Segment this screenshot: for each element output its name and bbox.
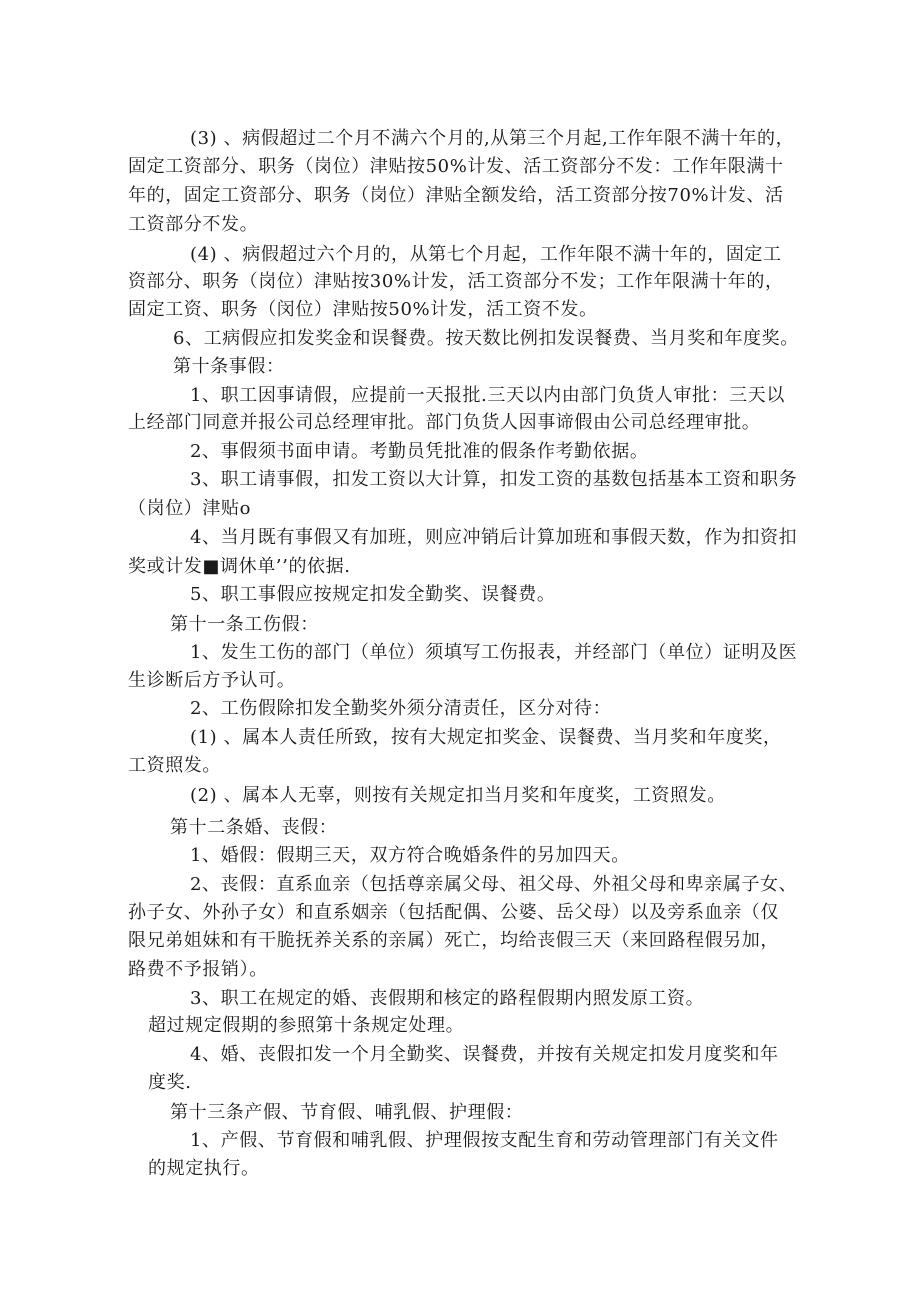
text-line: 1、产假、节育假和哺乳假、护理假按支配生育和劳动管理部门有关文件 [190,1130,779,1151]
text-line: (3) 、病假超过二个月不满六个月的,从第三个月起,工作年限不满十年的， [190,128,795,149]
text-line: 1、婚假：假期三天，双方符合晚婚条件的另加四天。 [190,845,630,866]
text-line: 固定工资、职务（闵位）津贴按50%计发，活工资不发。 [128,299,598,320]
text-line: 4、当月既有事假又有加班，则应冲销后计算加班和事假天数，作为扣资扣 [190,527,798,548]
text-line: 超过规定假期的参照第十条规定处理。 [148,1015,465,1036]
text-line: 3、职工在规定的婚、丧假期和核定的路程假期内照发原工资。 [190,988,705,1009]
text-line: 1、发生工伤的部门（单位）须填写工伤报表，并经部门（单位）证明及医 [190,642,798,663]
text-line: 6、工病假应扣发奖金和误餐费。按天数比例扣发误餐费、当月奖和年度奖。 [173,328,799,349]
text-line: 限兄弟姐妹和有干脆抚养关系的亲属）死亡，均给丧假三天（来回路程假另加， [128,930,779,951]
section-heading: 第十二条婚、丧假： [170,817,338,838]
text-line: 固定工资部分、职务（岗位）津贴按50%计发、活工资部分不发：工作年限满十 [128,156,784,177]
text-line: 奖或计发■调休单’’的依据. [128,556,351,577]
text-line: (4) 、病假超过六个月的，从第七个月起，工作年限不满十年的，固定工 [190,244,782,265]
text-line: (2) 、属本人无辜，则按有关规定扣当月奖和年度奖，工资照发。 [190,785,726,806]
text-line: (1) 、属本人责任所致，按有大规定扣奖金、误餐费、当月奖和年度奖， [190,727,782,748]
text-line: 工资照发。 [128,755,221,776]
text-line: 路费不予报销）。 [128,959,268,980]
section-heading: 第十条事假： [173,356,285,377]
text-line: 1、职工因事请假，应提前一天报批.三天以内由部门负货人审批：三天以 [190,385,785,406]
text-line: 4、婚、丧假扣发一个月全勤奖、误餐费，并按有关规定扣发月度奖和年 [190,1044,779,1065]
text-line: 生诊断后方予认可。 [128,670,296,691]
text-line: 的规定执行。 [148,1158,260,1179]
text-line: 资部分、职务（岗位）津贴按30%计发，活工资部分不发；工作年限满十年的， [128,271,784,292]
text-line: 2、丧假：直系血亲（包括尊亲属父母、祖父母、外祖父母和卑亲属子女、 [190,874,798,895]
text-line: 上经部门同意并报公司总经理审批。部门负货人因事谛假由公司总经理审批。 [128,412,761,433]
text-line: （岗位）津贴o [128,498,252,519]
section-heading: 第十三条产假、节育假、哺乳假、护理假： [170,1102,524,1123]
text-line: 5、职工事假应按规定扣发全勤奖、误餐费。 [190,584,556,605]
text-line: 2、工伤假除扣发全勤奖外须分清责任，区分对待： [190,698,612,719]
text-line: 2、事假须书面申请。考勤员凭批准的假条作考勤依据。 [190,441,649,462]
text-line: 3、职工请事假，扣发工资以大计算，扣发工资的基数包括基本工资和职务 [190,469,798,490]
section-heading: 第十一条工伤假： [170,614,319,635]
text-line: 工资部分不发。 [128,214,259,235]
text-line: 度奖. [148,1072,192,1093]
text-line: 孙子女、外孙子女）和直系姻亲（包括配偶、公婆、岳父母）以及旁系血亲（仅 [128,902,779,923]
text-line: 年的，固定工资部分、职务（岗位）津贴全额发给，活工资部分按70%计发、活 [128,185,784,206]
